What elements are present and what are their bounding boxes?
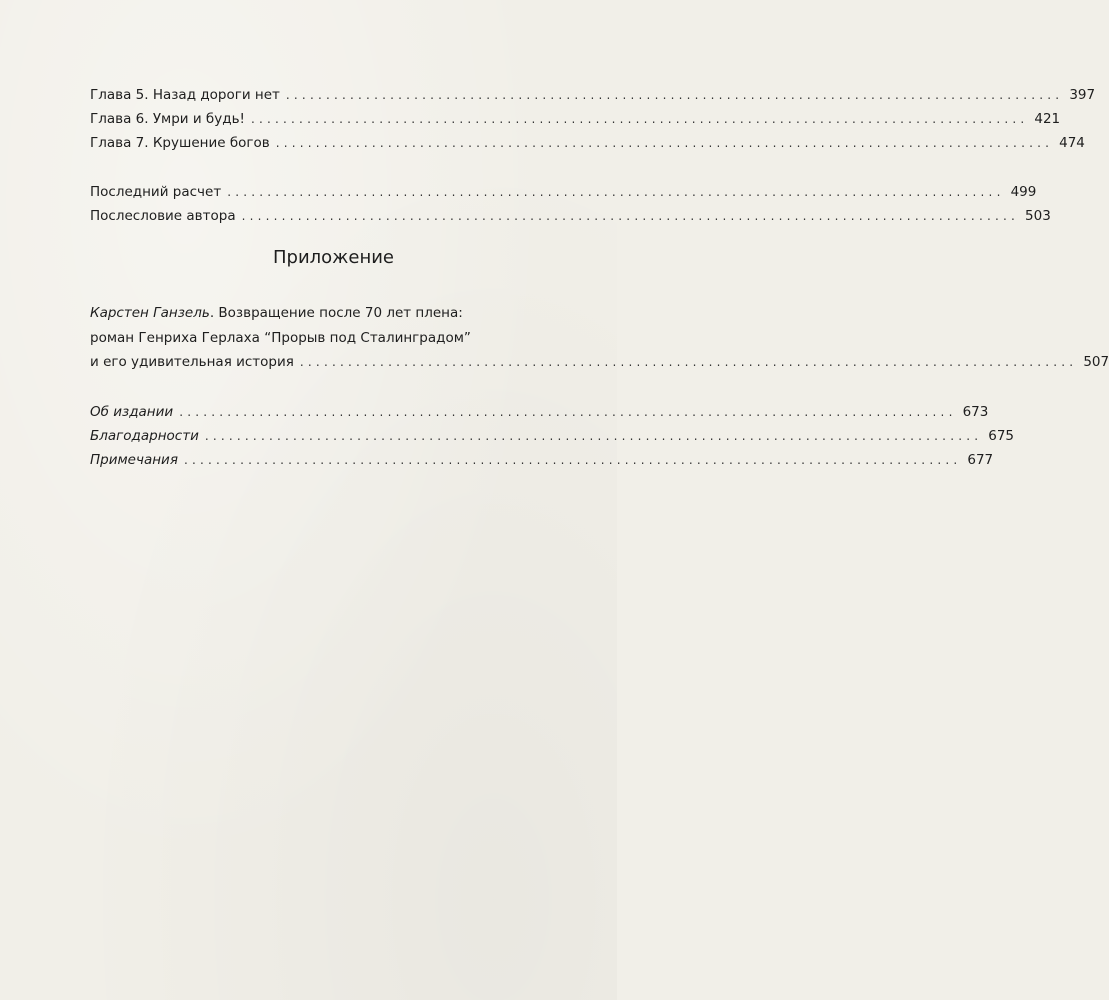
toc-entry-page: 421 — [1034, 111, 1061, 127]
essay-author: Карстен Ганзель — [90, 305, 210, 321]
dot-leader: ................................................................................................. — [299, 355, 1078, 369]
toc-entry-page: 499 — [1010, 184, 1037, 200]
toc-entry-page: 503 — [1025, 208, 1051, 224]
dot-leader: ................................................................................................. — [285, 88, 1064, 102]
essay-title-part-1: . Возвращение после 70 лет плена: — [209, 305, 463, 321]
essay-title-line-2: роман Генриха Герлаха “Прорыв под Сталинградом” — [90, 330, 471, 346]
toc-entry-page: 673 — [962, 404, 989, 420]
toc-entry-afterword — [90, 204, 1051, 228]
toc-entry-about-edition — [90, 400, 989, 424]
dot-leader: ................................................................................................. — [183, 453, 962, 467]
dot-leader: ................................................................................................. — [204, 429, 983, 443]
toc-entry-page: 677 — [967, 452, 994, 468]
appendix-heading: Приложение — [272, 247, 394, 268]
dot-leader: ................................................................................................. — [250, 112, 1029, 126]
dot-leader: ................................................................................................. — [275, 136, 1054, 150]
toc-entry-essay — [90, 350, 1109, 374]
toc-entry-chapter-6 — [90, 107, 1061, 131]
dot-leader: ................................................................................................. — [179, 405, 957, 419]
toc-entry-page: 507 — [1083, 354, 1109, 370]
essay-title-line-3: и его удивительная история — [90, 354, 294, 370]
essay-title-line-1 — [90, 301, 577, 325]
toc-entry-label: Послесловие автора — [90, 208, 236, 224]
dot-leader: ................................................................................................. — [227, 185, 1005, 199]
toc-entry-label: Благодарности — [90, 428, 199, 444]
toc-entry-chapter-5 — [90, 83, 1096, 107]
toc-entry-notes — [90, 448, 994, 472]
toc-entry-label: Об издании — [90, 404, 174, 420]
toc-entry-acknowledgements — [90, 424, 1015, 448]
toc-entry-label: Глава 6. Умри и будь! — [90, 111, 245, 127]
toc-entry-page: 474 — [1059, 135, 1085, 151]
toc-entry-label: Глава 5. Назад дороги нет — [90, 87, 280, 103]
toc-entry-label: Последний расчет — [90, 184, 222, 200]
toc-entry-page: 397 — [1069, 87, 1096, 103]
toc-entry-last-calculation — [90, 180, 1037, 204]
dot-leader: ................................................................................................. — [241, 209, 1020, 223]
toc-entry-page: 675 — [988, 428, 1015, 444]
toc-entry-chapter-7 — [90, 131, 1085, 155]
toc-entry-label: Примечания — [90, 452, 178, 468]
toc-entry-label: Глава 7. Крушение богов — [90, 135, 270, 151]
